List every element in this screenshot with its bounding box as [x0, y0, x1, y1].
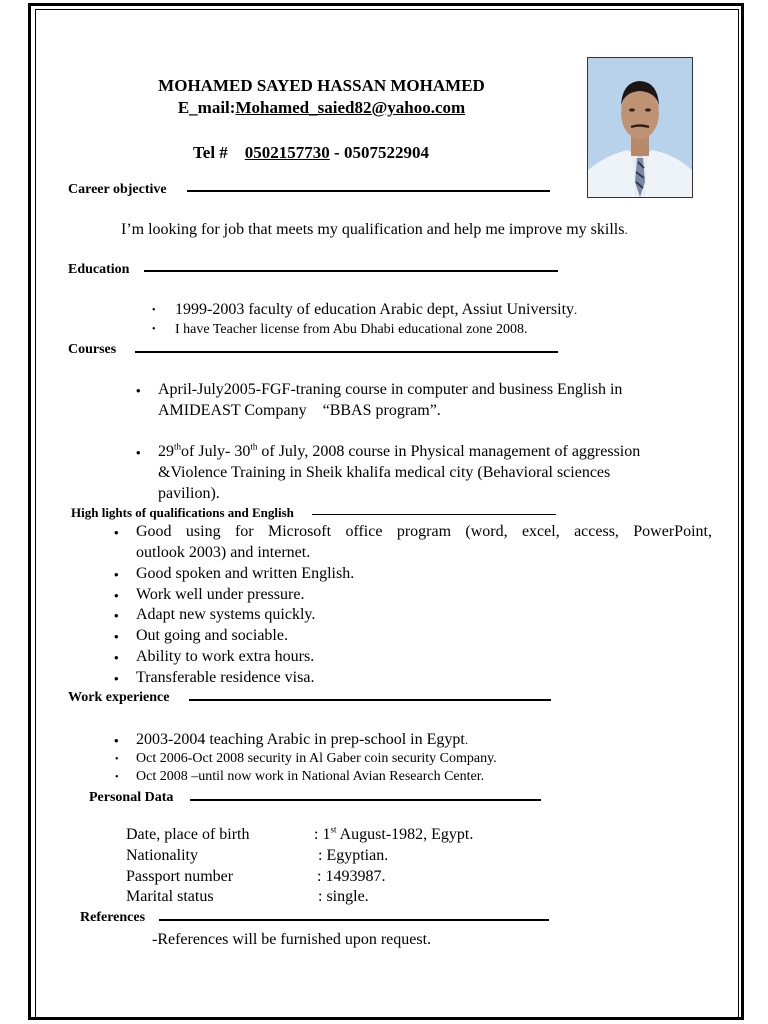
tel-secondary: 0507522904 [343, 143, 429, 162]
dob-value [314, 826, 473, 844]
course-day: 29 [158, 443, 174, 460]
references-rule [159, 919, 549, 921]
bullet: • [114, 608, 119, 623]
career-objective-text [121, 221, 628, 239]
course-item-line: April-July2005-FGF-traning course in computer and business English in [158, 381, 623, 398]
courses-rule [135, 351, 558, 353]
highlight-item-line [136, 523, 712, 541]
bullet: • [114, 588, 119, 603]
bullet: • [114, 650, 119, 665]
education-item-end: . [574, 302, 578, 317]
highlights-heading: High lights of qualifications and English [71, 505, 294, 520]
bullet: • [114, 525, 119, 540]
work-item-text: 2003-2004 teaching Arabic in prep-school in Egypt [136, 731, 465, 748]
applicant-name: MOHAMED SAYED HASSAN MOHAMED [158, 76, 485, 95]
bullet: • [152, 324, 156, 335]
marital-label: Marital status [126, 888, 214, 905]
bullet: • [115, 772, 119, 783]
word: using [185, 523, 221, 540]
course-item-line: pavilion). [158, 485, 220, 502]
work-heading: Work experience [68, 690, 170, 705]
courses-heading: Courses [68, 342, 117, 357]
career-text: I’m looking for job that meets my qualification and help me improve my skills [121, 221, 625, 238]
dob-rest: August-1982, Egypt. [336, 826, 474, 843]
education-item-text: 1999-2003 faculty of education Arabic dept, Assiut University [175, 301, 575, 318]
highlight-item: Adapt new systems quickly. [136, 606, 316, 623]
career-text-end: . [624, 222, 628, 237]
personal-rule [190, 799, 541, 801]
tel-label: Tel # [193, 143, 228, 162]
highlight-item: Transferable residence visa. [136, 669, 315, 686]
phone-line [193, 143, 429, 163]
dob-label: Date, place of birth [126, 826, 250, 843]
education-rule [144, 270, 558, 272]
dob-day: : 1 [314, 826, 331, 843]
word: Good [136, 523, 172, 540]
course-item-line: &Violence Training in Sheik khalifa medical city (Behavioral sciences [158, 464, 611, 481]
course-day-suffix: th [250, 441, 258, 452]
bullet: • [136, 445, 141, 460]
email-label: E_mail: [177, 98, 236, 117]
personal-heading: Personal Data [89, 790, 174, 805]
word: office [345, 523, 383, 540]
course-date-rest: of July, 2008 course in Physical management of aggression [257, 443, 641, 460]
education-heading: Education [68, 262, 130, 277]
tel-separator: - [329, 143, 344, 162]
work-item-end: . [464, 732, 469, 747]
email-link[interactable]: Mohamed_saied82@yahoo.com [235, 98, 466, 117]
bullet: • [114, 733, 119, 748]
highlight-item: Good spoken and written English. [136, 565, 355, 582]
passport-value: : 1493987. [317, 868, 386, 885]
highlight-item: Ability to work extra hours. [136, 648, 315, 665]
word: Microsoft [267, 523, 332, 540]
bullet: • [114, 567, 119, 582]
highlights-rule [312, 514, 556, 515]
profile-photo [587, 57, 693, 198]
bullet: • [114, 629, 119, 644]
dob-day-suffix: st [330, 824, 337, 835]
references-heading: References [80, 910, 146, 925]
highlight-item: Out going and sociable. [136, 627, 288, 644]
word: excel, [521, 523, 560, 540]
education-item [175, 301, 577, 319]
work-rule [189, 699, 551, 701]
work-item [136, 731, 468, 749]
passport-label: Passport number [126, 868, 234, 885]
career-rule [187, 190, 550, 192]
bullet: • [115, 754, 119, 765]
nationality-label: Nationality [126, 847, 198, 864]
nationality-value: : Egyptian. [318, 847, 389, 864]
tel-primary: 0502157730 [244, 143, 330, 162]
highlight-item: Work well under pressure. [136, 586, 305, 603]
bullet: • [152, 305, 156, 316]
course-item-line: AMIDEAST Company “BBAS program”. [158, 402, 441, 419]
bullet: • [114, 671, 119, 686]
references-text: -References will be furnished upon request. [152, 931, 432, 948]
marital-value: : single. [318, 888, 369, 905]
course-day-suffix: th [174, 441, 182, 452]
word: PowerPoint, [633, 523, 712, 540]
course-item-line [158, 443, 640, 461]
highlight-item-line: outlook 2003) and internet. [136, 544, 311, 561]
work-item: Oct 2008 –until now work in National Avian Research Center. [136, 769, 485, 784]
email-line [0, 98, 643, 118]
word: access, [574, 523, 619, 540]
education-item: I have Teacher license from Abu Dhabi educational zone 2008. [175, 322, 528, 337]
word: program [396, 523, 452, 540]
word: (word, [465, 523, 508, 540]
word: for [234, 523, 254, 540]
course-date-mid: of July- 30 [181, 443, 251, 460]
career-heading: Career objective [68, 182, 167, 197]
bullet: • [136, 383, 141, 398]
work-item: Oct 2006-Oct 2008 security in Al Gaber coin security Company. [136, 751, 497, 766]
